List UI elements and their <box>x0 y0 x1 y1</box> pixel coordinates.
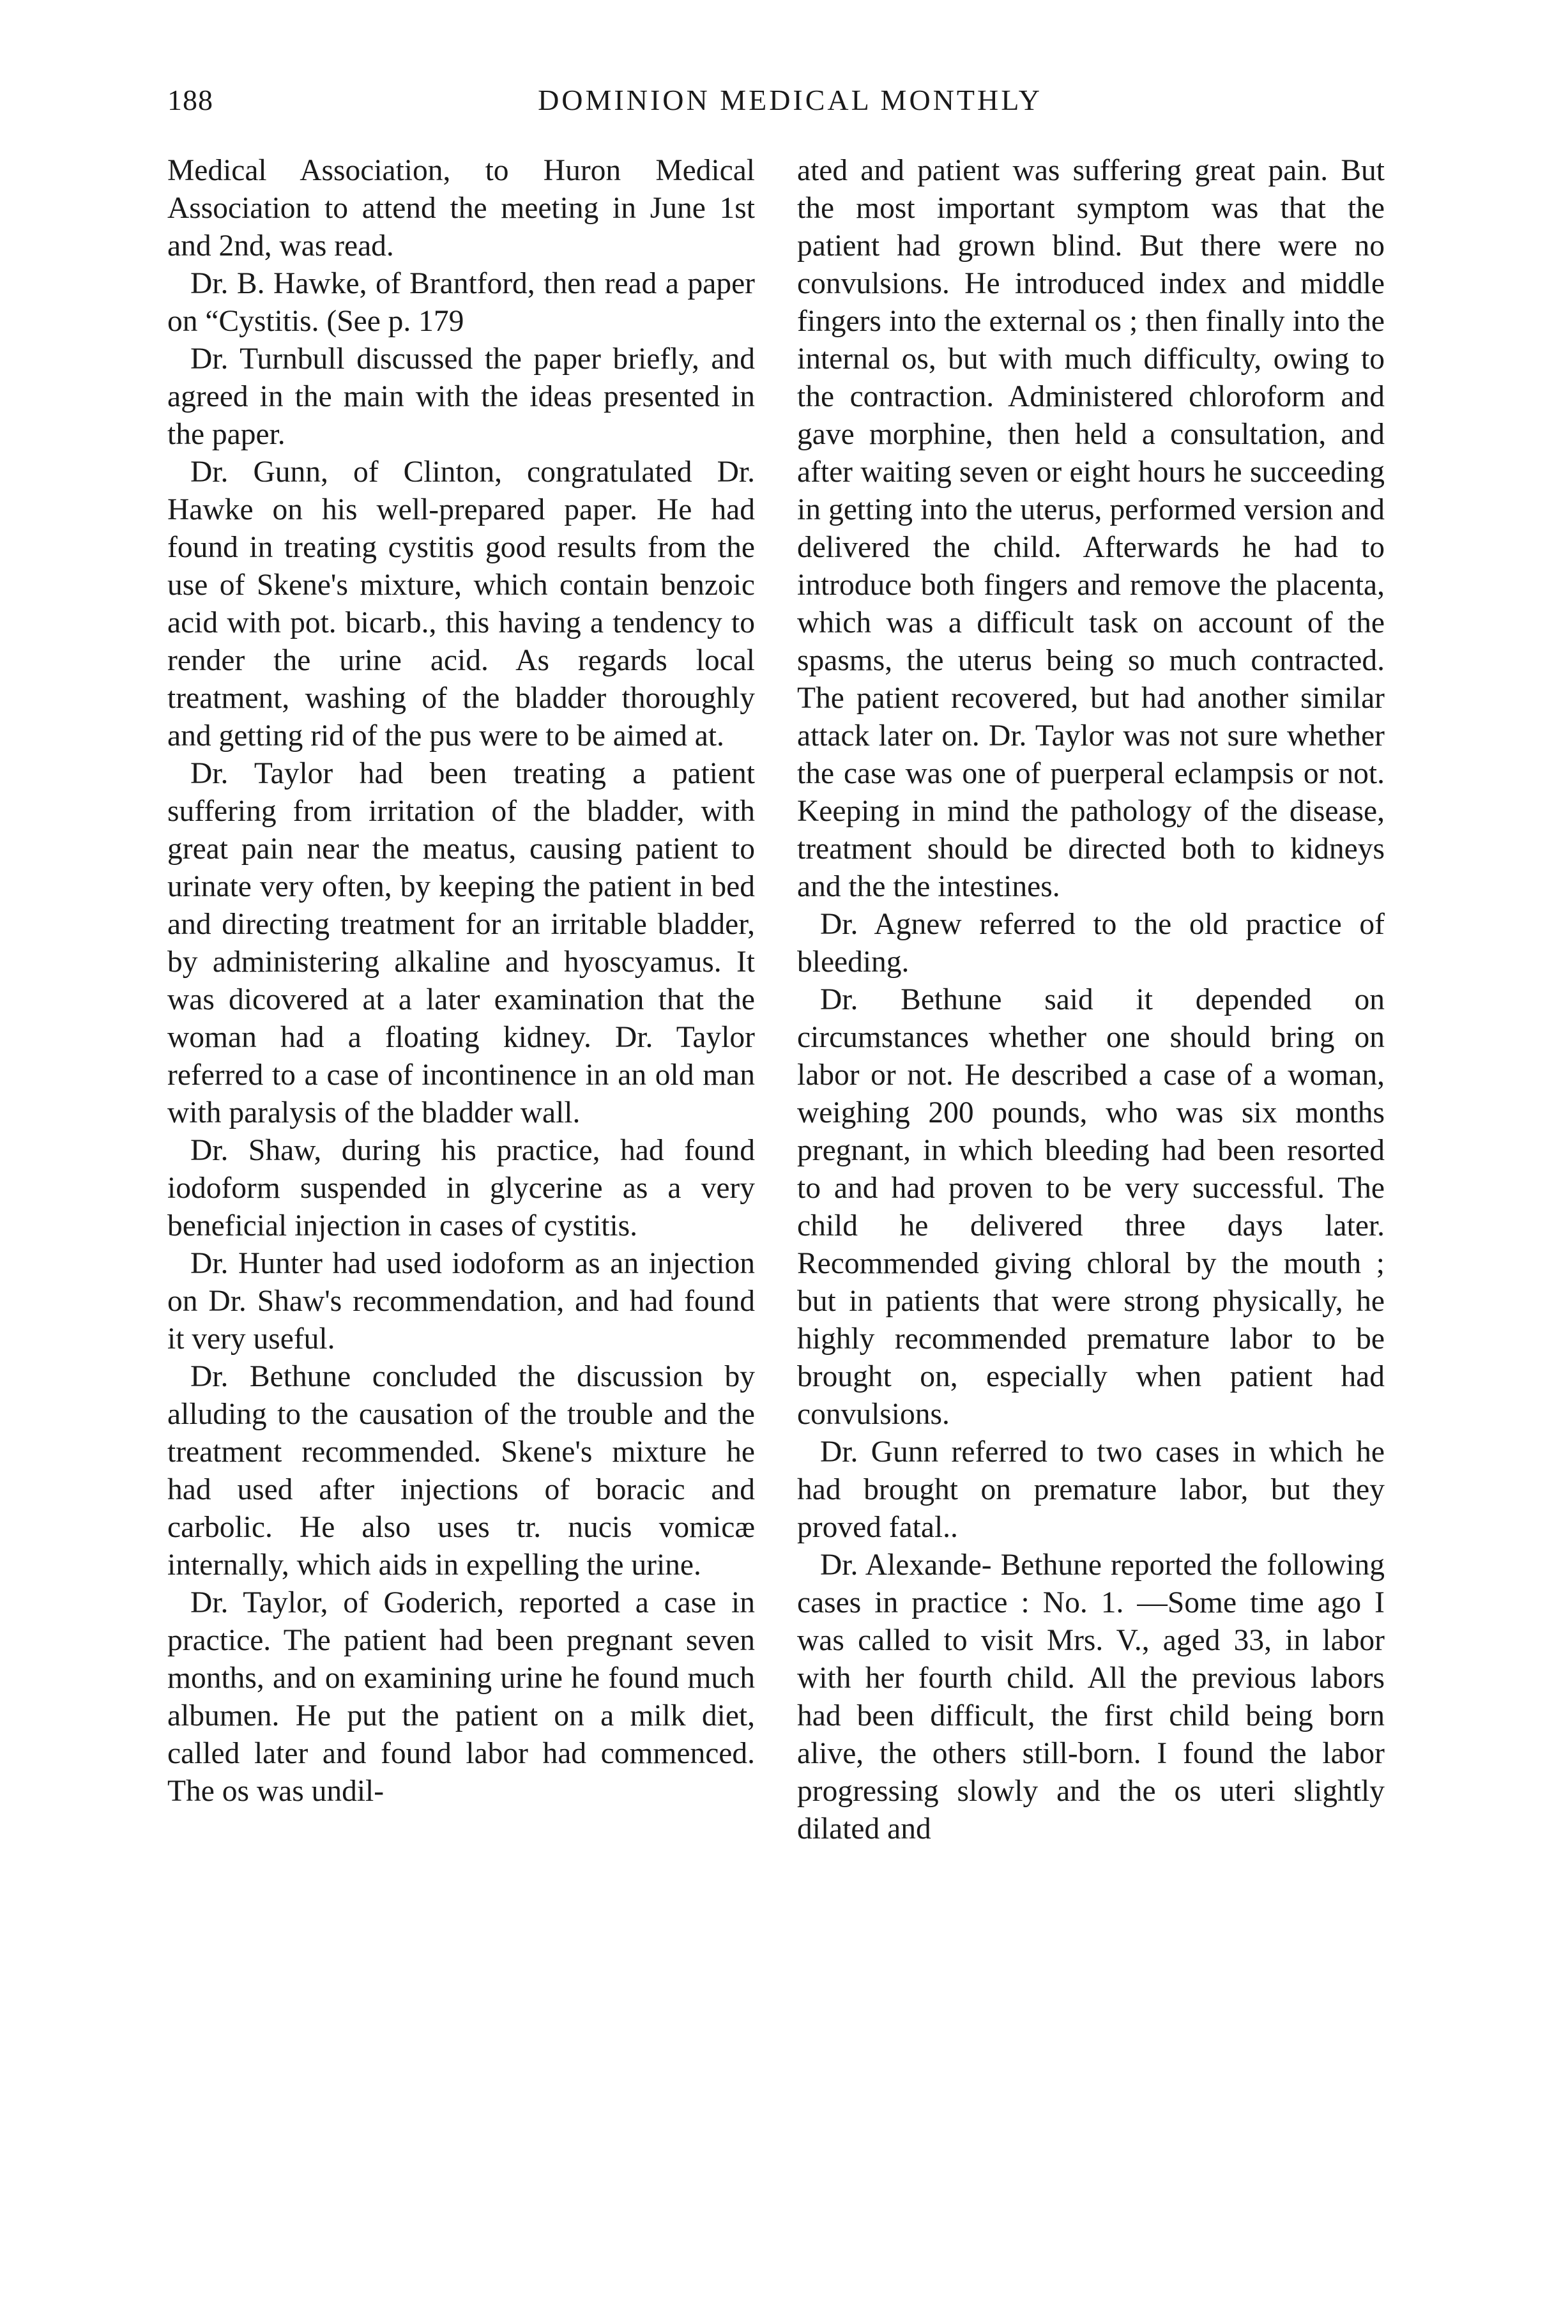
paragraph: Dr. Gunn referred to two cases in which he had brought on premature labor, but they proved fatal.. <box>797 1435 1385 1544</box>
paragraph: Dr. Gunn, of Clinton, congratulated Dr. Hawke on his well-prepared paper. He had found in treating cystitis good results from the use of Skene's mixture, which contain benzoic acid with pot. bicarb., this having a tendency to render the urine acid. As regards local treatment, washing of the bladder thoroughly and getting rid of the pus were to be aimed at. <box>167 455 755 753</box>
paragraph: Dr. Agnew referred to the old practice of bleeding. <box>797 908 1385 979</box>
paragraph: Dr. Alexande- Bethune reported the following cases in practice : No. 1. —Some time ago I was called to visit Mrs. V., aged 33, in labor with her fourth child. All the previous labors had been difficult, the first child being born alive, the others still-born. I found the labor progressing slowly and the os uteri slightly dilated and <box>797 1548 1385 1846</box>
paragraph: Dr. Bethune concluded the discussion by alluding to the causation of the trouble and the treatment recommended. Skene's mixture he had used after injections of boracic and carbolic. He also uses tr. nucis vomicæ internally, which aids in expelling the urine. <box>167 1360 755 1582</box>
running-title: DOMINION MEDICAL MONTHLY <box>538 84 1042 116</box>
page-number: 188 <box>167 84 213 116</box>
paragraph: Dr. Taylor had been treating a patient suffering from irritation of the bladder, with great pain near the meatus, causing patient to urinate very often, by keeping the patient in bed and directing treatment for an irritable bladder, by administering alkaline and hyoscyamus. It was dicovered at a later examination that the woman had a floating kidney. Dr. Taylor referred to a case of incontinence in an old man with paralysis of the bladder wall. <box>167 757 755 1129</box>
paragraph: Dr. Turnbull discussed the paper briefly, and agreed in the main with the ideas presented in the paper. <box>167 342 755 451</box>
paragraph: Dr. Hunter had used iodoform as an injection on Dr. Shaw's recommendation, and had found it very useful. <box>167 1247 755 1356</box>
paragraph: Dr. Bethune said it depended on circumstances whether one should bring on labor or not. He described a case of a woman, weighing 200 pounds, who was six months pregnant, in which bleeding had been resorted to and had proven to be very successful. The child he delivered three days later. Recommended giving chloral by the mouth ; but in patients that were strong physically, he highly recommended premature labor to be brought on, especially when patient had convulsions. <box>797 983 1385 1431</box>
right-column <box>797 152 1385 1848</box>
paragraph: Dr. B. Hawke, of Brantford, then read a paper on “Cystitis. (See p. 179 <box>167 267 755 338</box>
paragraph: Medical Association, to Huron Medical Association to attend the meeting in June 1st and 2nd, was read. <box>167 154 755 263</box>
left-column <box>167 152 755 1810</box>
page-header <box>167 83 1413 134</box>
paragraph: Dr. Shaw, during his practice, had found iodoform suspended in glycerine as a very beneficial injection in cases of cystitis. <box>167 1134 755 1242</box>
paragraph: Dr. Taylor, of Goderich, reported a case in practice. The patient had been pregnant seven months, and on examining urine he found much albumen. He put the patient on a milk diet, called later and found labor had commenced. The os was undil- <box>167 1586 755 1808</box>
paragraph: ated and patient was suffering great pain. But the most important symptom was that the patient had grown blind. But there were no convulsions. He introduced index and middle fingers into the external os ; then finally into the internal os, but with much difficulty, owing to the contraction. Administered chloroform and gave morphine, then held a consultation, and after waiting seven or eight hours he succeeding in getting into the uterus, performed version and delivered the child. Afterwards he had to introduce both fingers and remove the placenta, which was a difficult task on account of the spasms, the uterus being so much contracted. The patient recovered, but had another similar attack later on. Dr. Taylor was not sure whether the case was one of puerperal eclampsis or not. Keeping in mind the pathology of the disease, treatment should be directed both to kidneys and the the intestines. <box>797 154 1385 903</box>
